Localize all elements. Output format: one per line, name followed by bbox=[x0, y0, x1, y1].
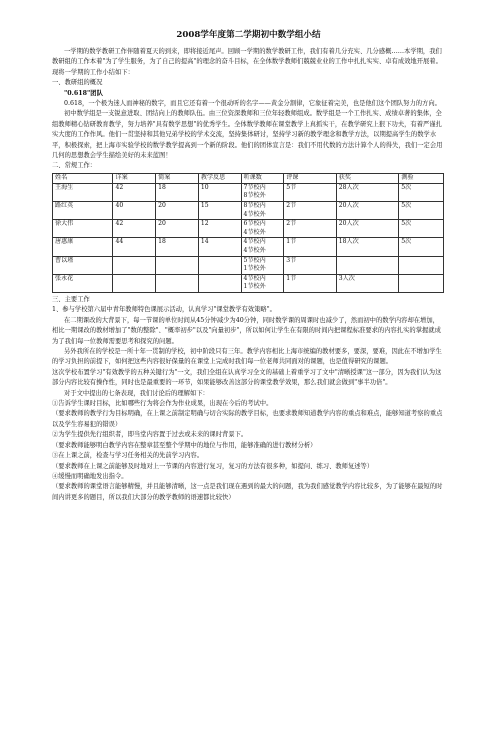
lessons-outside: 1节校外 bbox=[243, 265, 266, 273]
table-row bbox=[53, 220, 444, 238]
cell-review: 2节 bbox=[284, 202, 337, 220]
section-3-heading: 三、主要工作 bbox=[52, 296, 90, 303]
lessons-outside: 8节校外 bbox=[243, 192, 266, 200]
header-brief: 简案 bbox=[156, 173, 199, 183]
table-header-row bbox=[53, 173, 444, 183]
cell-awards bbox=[336, 256, 398, 274]
cell-review: 1节 bbox=[284, 238, 337, 256]
cell-tests bbox=[399, 256, 444, 274]
cell-review: 3节 bbox=[284, 256, 337, 274]
cell-lessons bbox=[241, 183, 284, 201]
cell-reflection: 14 bbox=[198, 238, 241, 256]
cell-reflection bbox=[198, 274, 241, 292]
cell-awards: 28人次 bbox=[336, 183, 398, 201]
cell-lessons bbox=[241, 238, 284, 256]
table-row bbox=[53, 256, 444, 274]
cell-review: 1节 bbox=[284, 274, 337, 292]
table-row bbox=[53, 183, 444, 201]
cell-name: 曹以瑾 bbox=[53, 256, 113, 274]
lessons-outside: 4节校外 bbox=[243, 210, 266, 218]
cell-detail bbox=[113, 256, 156, 274]
lessons-inside: 6节校内 bbox=[243, 220, 266, 228]
cell-lessons bbox=[241, 274, 284, 292]
cell-reflection bbox=[198, 256, 241, 274]
header-reflection: 教学反思 bbox=[198, 173, 241, 183]
routine-work-table bbox=[52, 173, 444, 293]
cell-name: 唐惠康 bbox=[53, 238, 113, 256]
point-4-note: （要求教师的课堂语言能够精慢，并且能够清晰，这一点是我们现在遇到的最大的问题，我为我们感觉教学内容比较多，为了能够在最短的时间内讲更多的题目，所以我们大部分的教学教师的语速都比较快） bbox=[52, 483, 443, 501]
cell-name: 路红英 bbox=[53, 202, 113, 220]
cell-detail: 40 bbox=[113, 202, 156, 220]
cell-lessons bbox=[241, 256, 284, 274]
cell-brief bbox=[156, 274, 199, 292]
lessons-outside: 4节校外 bbox=[243, 247, 266, 255]
point-3-note: （要求教师在上课之前能够及时地对上一节课的内容进行复习，复习的方法有很多种，如提问、练习、教师复述等） bbox=[52, 462, 374, 470]
header-tests: 测验 bbox=[399, 173, 444, 183]
cell-awards: 20人次 bbox=[336, 202, 398, 220]
cell-name: 王海生 bbox=[53, 183, 113, 201]
cell-brief: 18 bbox=[156, 238, 199, 256]
lessons-outside: 4节校外 bbox=[243, 228, 266, 236]
table-row bbox=[53, 238, 444, 256]
cell-tests bbox=[399, 274, 444, 292]
header-name: 姓名 bbox=[53, 173, 113, 183]
header-lessons-observed: 听课数 bbox=[241, 173, 284, 183]
cell-tests: 5次 bbox=[399, 238, 444, 256]
document-title: 2008学年度第二学期初中数学组小结 bbox=[176, 30, 321, 40]
team-name: "0.618"团队 bbox=[64, 89, 103, 97]
cell-name: 徐大伟 bbox=[53, 220, 113, 238]
cell-review: 2节 bbox=[284, 220, 337, 238]
paragraph-understanding: 对于文中提出的七条表现，我们讨论后的理解如下： bbox=[64, 389, 209, 397]
work-item-1: 1、参与学校第六届中青年教师特色课展示活动，认真学习"课堂教学有效策略"。 bbox=[52, 306, 276, 314]
cell-reflection: 15 bbox=[198, 202, 241, 220]
point-2-note: （要求教师能够明白教学内容在整章甚至整个学期中的地位与作用，能够准确的进行教材分析） bbox=[52, 441, 317, 449]
team-paragraph: 初中数学组是一支锐意进取、团结向上的教师队伍。由三位资深教师和三位年轻教师组成。数学组是一个工作扎实、成绩卓著的集体，全组教师精心钻研教育教学，努力培养"具有数学思想"的优秀学生。全体数学教师在课堂教学上真抓实干，在教学研究上狠下功夫，有着严谨扎实大度的工作作风。他们一贯坚持和其他兄弟学校的学术交流，坚持集体研讨，坚持学习新的教学理念和教学方法，以期提高学生的数学水平，积极探索，把上海市实验学校的数学教学提高到一个新的阶段。他们的团体宣言是：我们不用代数的方法计算个人的得失，我们一定会用几何的思想教会学生描绘美好的未来蓝图！ bbox=[52, 110, 443, 160]
team-description: 0.618，一个极为迷人而神秘的数字，而且它还有着一个很动听的名字——黄金分割律，它象征着完美，也是他们这个团队努力的方向。 bbox=[64, 100, 441, 108]
table-row bbox=[53, 274, 444, 292]
paragraph-study: 这次学校布置学习"有效教学的五种关键行为"一文，我们全组在认真学习全文的基础上着重学习了文中"清晰授课"这一部分，因为我们认为这部分内容比较有操作性，同时也是最重要的一环节，如果能够改善这部分的课堂教学效果，那么我们就会做到"事半功倍"。 bbox=[52, 368, 442, 387]
cell-review: 5节 bbox=[284, 183, 337, 201]
table-row bbox=[53, 202, 444, 220]
point-1: ①告诉学生课时目标，比如哪些行为将会作为作业成果，出现在今后的考试中。 bbox=[52, 400, 273, 408]
point-4: ④缓慢而明确地发出指令。 bbox=[52, 472, 128, 480]
paragraph-school: 另外我所在的学校是一所十年一贯制的学校，初中阶段只有三年。教学内容相比上海市统编的教材要多，要深，要难，因此在不增加学生的学习负担的前提下，如何把这些内容很好保量的在课堂上完成时我们每一位老师共同面对的课题，也是值得研究的课题。 bbox=[52, 348, 442, 366]
cell-brief: 20 bbox=[156, 220, 199, 238]
cell-brief bbox=[156, 256, 199, 274]
cell-detail bbox=[113, 274, 156, 292]
section-1-heading: 一、教研组的概况 bbox=[52, 79, 103, 87]
cell-tests: 5次 bbox=[399, 183, 444, 201]
header-lesson-review: 评课 bbox=[284, 173, 337, 183]
cell-awards: 20人次 bbox=[336, 220, 398, 238]
point-1-note: （要求教师的教学行为目标明确，在上课之前制定明确与切合实际的教学目标，也要求教师知道教学内容的重点和难点，能够知道考察的重点以及学生容易犯的错误） bbox=[52, 410, 443, 428]
cell-lessons bbox=[241, 202, 284, 220]
paragraph-curriculum: 在二期课改的大背景下，每一节课的单位时间从45分钟减少为40分钟，同时数学课的周课时也减少了，然而初中的数学内容却在增加，相比一期课改的教材增加了"数的整除"、"概率初步"以及"向量初步"，所以如何让学生在有限的时间内把课程标准要求的内容扎实的掌握就成为了我们每一位教师需要思考和探究的问题。 bbox=[52, 316, 441, 345]
cell-lessons bbox=[241, 220, 284, 238]
intro-paragraph: 一学期的数学教研工作伴随着夏天的到来，即将接近尾声。回顾一学期的数学教研工作，我们有着几分充实、几分感概……本学期，我们教研组的工作本着"为了学生服务，为了自己的提高"的理念的奋斗目标，在全体数学教师们兢兢业业的工作中扎扎实实、卓有成效地开展着。现将一学期的工作小结如下： bbox=[52, 48, 442, 76]
cell-detail: 42 bbox=[113, 220, 156, 238]
point-2: ②为学生提供先行组织者，即当堂内容置于过去或未来的课时背景下。 bbox=[52, 431, 248, 439]
cell-name: 张永花 bbox=[53, 274, 113, 292]
cell-brief: 18 bbox=[156, 183, 199, 201]
point-3: ③在上课之前，检查与学习任务相关的先前学习内容。 bbox=[52, 452, 204, 460]
header-awards: 获奖 bbox=[336, 173, 398, 183]
lessons-inside: 7节校内 bbox=[243, 183, 266, 191]
cell-reflection: 12 bbox=[198, 220, 241, 238]
cell-brief: 20 bbox=[156, 202, 199, 220]
cell-awards: 18人次 bbox=[336, 238, 398, 256]
cell-awards: 3人次 bbox=[336, 274, 398, 292]
lessons-inside: 4节校内 bbox=[243, 274, 266, 282]
cell-tests: 5次 bbox=[399, 202, 444, 220]
cell-reflection: 10 bbox=[198, 183, 241, 201]
section-2-heading: 二、常规工作： bbox=[52, 162, 97, 170]
cell-detail: 42 bbox=[113, 183, 156, 201]
lessons-outside: 1节校外 bbox=[243, 283, 266, 291]
cell-detail: 44 bbox=[113, 238, 156, 256]
lessons-inside: 5节校内 bbox=[243, 256, 266, 264]
lessons-inside: 8节校内 bbox=[243, 202, 266, 210]
cell-tests: 5次 bbox=[399, 220, 444, 238]
header-detail: 详案 bbox=[113, 173, 156, 183]
lessons-inside: 4节校内 bbox=[243, 238, 266, 246]
